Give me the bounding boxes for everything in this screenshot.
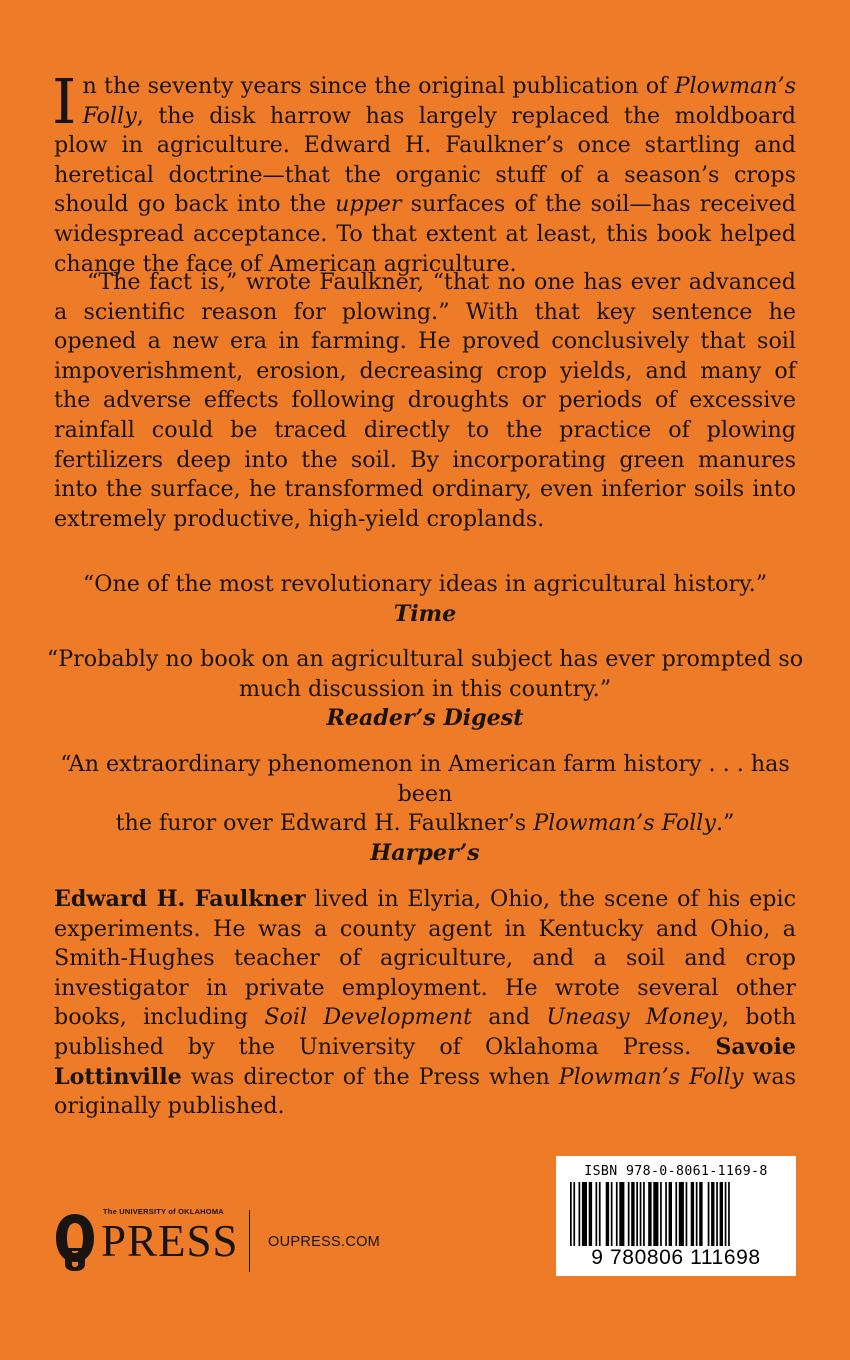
isbn-label: ISBN 978-0-8061-1169-8 <box>584 1164 768 1179</box>
barcode-bar <box>679 1182 684 1246</box>
quote-text: much discussion in this country.” <box>238 675 612 702</box>
quote-time <box>40 570 810 629</box>
barcode-bar <box>699 1182 702 1246</box>
barcode-bars <box>564 1182 788 1246</box>
blurb-text: n the seventy years since the original publication of <box>82 73 675 99</box>
barcode-bar <box>579 1182 581 1246</box>
barcode-bar <box>573 1182 575 1246</box>
review-quotes <box>40 570 810 884</box>
barcode-bar <box>660 1182 662 1246</box>
barcode-bar <box>589 1182 592 1246</box>
bio-text: lived in Elyria, Ohio, the scene of his epic experiments. He was a county agent in Kentucky and Ohio, a Smith-Hughes teacher of agriculture, and a soil and crop investigator in private employment. He wrote several other books, including <box>54 886 796 1031</box>
barcode-bar <box>643 1182 645 1246</box>
bio-text: was originally published. <box>54 1063 796 1120</box>
emphasis: upper <box>335 191 402 218</box>
blurb-text: surfaces of the soil—has received widespread acceptance. To that extent at least, this book helped change the face of American agriculture. <box>54 191 796 277</box>
bio-text: , both published by the University of Oklahoma Press. <box>54 1004 797 1060</box>
barcode-bar <box>628 1182 630 1246</box>
ou-monogram-icon <box>53 1212 97 1272</box>
quote-harpers <box>40 750 810 868</box>
barcode-bar <box>582 1182 587 1246</box>
quote-text: “Probably no book on an agricultural subject has ever prompted so <box>46 646 804 673</box>
quote-text: “An extraordinary phenomenon in American farm history . . . has been <box>60 750 790 807</box>
quote-readers-digest <box>40 645 810 734</box>
blurb-paragraph-1 <box>52 65 796 279</box>
barcode-bar <box>720 1182 723 1246</box>
author-name: Edward H. Faulkner <box>54 886 306 912</box>
bio-text: and <box>472 1004 547 1031</box>
barcode-bar <box>619 1182 624 1246</box>
barcode-bar <box>716 1182 718 1246</box>
editor-name: Savoie Lottinville <box>54 1033 796 1090</box>
barcode-bar <box>611 1182 613 1246</box>
barcode-bar <box>728 1182 730 1246</box>
quote-text <box>40 809 810 839</box>
bio-text: was director of the Press when <box>181 1063 559 1090</box>
quote-text-part: the furor over Edward H. Faulkner’s <box>115 810 534 837</box>
author-bio <box>54 885 796 1122</box>
barcode-bar <box>648 1182 651 1246</box>
barcode-bar <box>640 1182 642 1246</box>
barcode-bar <box>636 1182 638 1246</box>
barcode-bar <box>606 1182 609 1246</box>
barcode-bar <box>596 1182 598 1246</box>
barcode-bar <box>675 1182 677 1246</box>
barcode-bar <box>686 1182 688 1246</box>
quote-source: Reader’s Digest <box>326 705 524 732</box>
quote-text-part: .” <box>715 810 735 837</box>
book-title: Plowman’s Folly <box>533 810 716 837</box>
barcode-bar <box>691 1182 694 1246</box>
quote-text: “One of the most revolutionary ideas in agricultural history.” <box>82 571 768 597</box>
barcode-bar <box>669 1182 672 1246</box>
barcode-bar <box>711 1182 714 1246</box>
publisher-logo <box>53 1198 383 1278</box>
quote-source: Harper’s <box>370 839 480 866</box>
book-title: Plowman’s Folly <box>558 1063 744 1090</box>
blurb-text: , the disk harrow has largely replaced the moldboard plow in agriculture. Edward H. Faulkner’s once startling and heretical doctrine—that the organic stuff of a season’s crops should go back into the <box>54 102 796 218</box>
barcode-bar <box>696 1182 698 1246</box>
barcode-bar <box>616 1182 618 1246</box>
blurb-paragraph-2: “The fact is,” wrote Faulkner, “that no one has ever advanced a scientific reason for plowing.” With that key sentence he opened a new era in farming. He proved conclusively that soil impoverishment, erosion, decreasing crop yields, and many of the adverse effects following droughts or periods of excessive rainfall could be traced directly to the practice of plowing fertilizers deep into the soil. By incorporating green manures into the surface, he transformed ordinary, even inferior soils into extremely productive, high-yield croplands. <box>54 269 796 532</box>
barcode-bar <box>599 1182 601 1246</box>
book-title: Soil Development <box>264 1004 473 1031</box>
barcode-digits: 9 780806 111698 <box>591 1246 761 1269</box>
barcode-bar <box>665 1182 667 1246</box>
quote-source: Time <box>393 600 457 627</box>
barcode-bar <box>708 1182 710 1246</box>
barcode-bar <box>570 1182 572 1246</box>
press-wordmark: PRESS <box>101 1216 239 1266</box>
publisher-url: OUPRESS.COM <box>268 1234 381 1250</box>
isbn-barcode <box>556 1156 796 1276</box>
barcode-bar <box>631 1182 634 1246</box>
barcode-bar <box>653 1182 658 1246</box>
barcode-bar <box>725 1182 727 1246</box>
book-title: Uneasy Money <box>546 1004 722 1031</box>
drop-cap: I <box>52 65 77 138</box>
book-title: Plowman’s Folly <box>82 73 796 129</box>
logo-divider <box>249 1210 250 1272</box>
university-name: The UNIVERSITY of OKLAHOMA <box>103 1207 224 1216</box>
